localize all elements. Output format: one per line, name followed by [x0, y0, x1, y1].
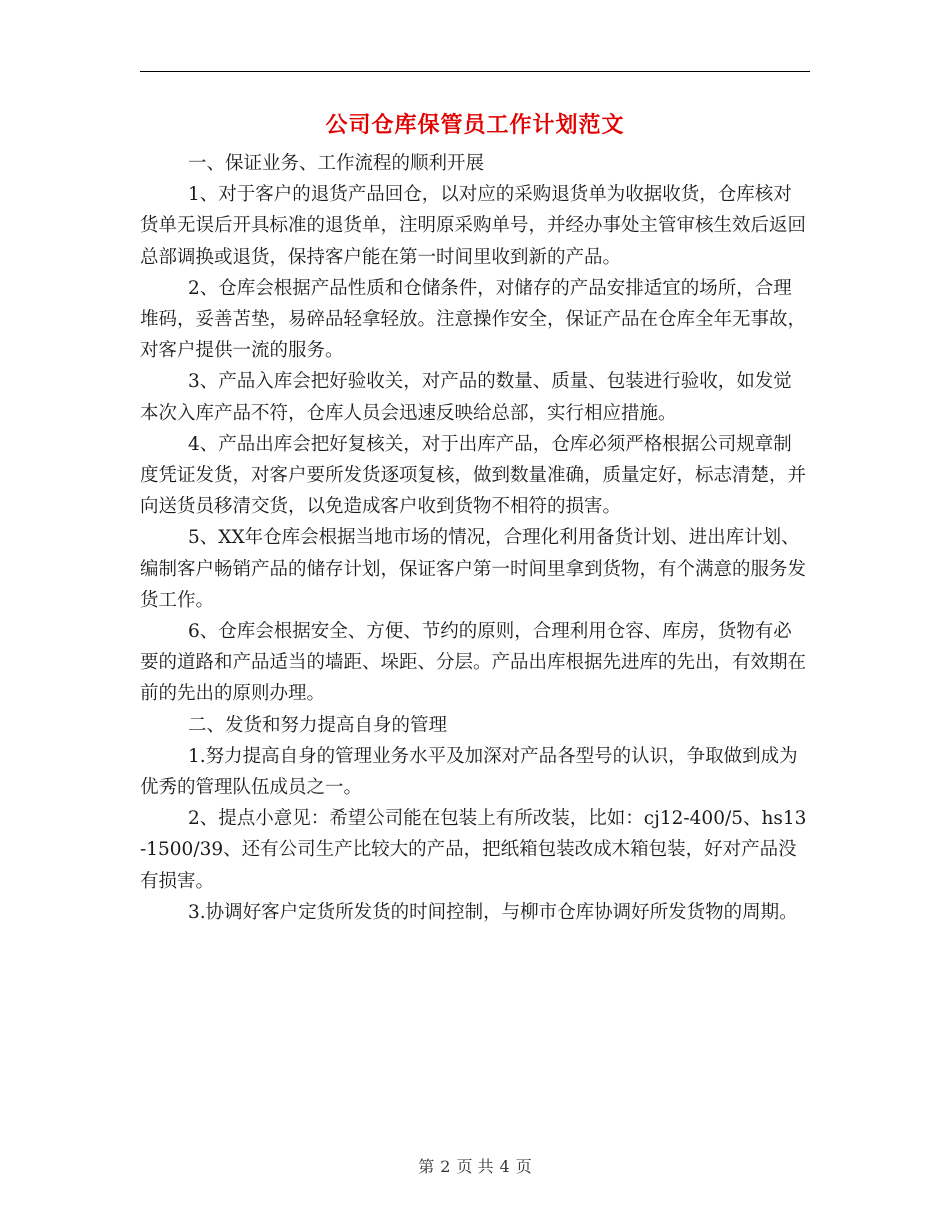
section-heading-1: 一、保证业务、工作流程的顺利开展 — [188, 153, 485, 174]
footer-page-number: 2 — [440, 1157, 451, 1176]
paragraph-2: 2、仓库会根据产品性质和仓储条件，对储存的产品安排适宜的场所，合理堆码，妥善苫垫，易碎品轻拿轻放。注意操作安全，保证产品在仓库全年无事故，对客户提供一流的服务。 — [140, 277, 807, 362]
paragraph-9: 3.协调好客户定货所发货的时间控制，与柳市仓库协调好所发货物的周期。 — [188, 901, 798, 923]
footer-prefix: 第 — [418, 1157, 435, 1176]
paragraph-8: 2、提点小意见：希望公司能在包装上有所改装，比如：cj12-400/5、hs13-1500/39、还有公司生产比较大的产品，把纸箱包装改成木箱包装，好对产品没有损害。 — [140, 808, 807, 892]
section-heading-2: 二、发货和努力提高自身的管理 — [188, 714, 448, 736]
footer-suffix: 页 — [515, 1157, 532, 1176]
footer-mid: 页 共 — [456, 1157, 494, 1176]
paragraph-6: 6、仓库会根据安全、方便、节约的原则，合理利用仓容、库房，货物有必要的道路和产品适当的墙距、垛距、分层。产品出库根据先进库的先出，有效期在前的先出的原则办理。 — [140, 621, 807, 705]
document-body — [140, 148, 810, 928]
page-footer — [0, 1154, 950, 1177]
header-rule — [140, 71, 810, 72]
document-title: 公司仓库保管员工作计划范文 — [325, 112, 625, 138]
paragraph-4: 4、产品出库会把好复核关，对于出库产品，仓库必须严格根据公司规章制度凭证发货，对客户要所发货逐项复核，做到数量准确，质量定好，标志清楚，并向送货员移清交货，以免造成客户收到货物不相符的损害。 — [140, 433, 807, 518]
paragraph-5: 5、XX年仓库会根据当地市场的情况，合理化利用备货计划、进出库计划、编制客户畅销产品的储存计划，保证客户第一时间里拿到货物，有个满意的服务发货工作。 — [140, 527, 807, 611]
footer-page-total: 4 — [499, 1157, 510, 1176]
paragraph-7: 1.努力提高自身的管理业务水平及加深对产品各型号的认识，争取做到成为优秀的管理队伍成员之一。 — [140, 745, 798, 799]
paragraph-1: 1、对于客户的退货产品回仓，以对应的采购退货单为收据收货，仓库核对货单无误后开具标准的退货单，注明原采购单号，并经办事处主管审核生效后返回总部调换或退货，保持客户能在第一时间里收到新的产品。 — [140, 184, 807, 268]
paragraph-3: 3、产品入库会把好验收关，对产品的数量、质量、包装进行验收，如发觉本次入库产品不符，仓库人员会迅速反映给总部，实行相应措施。 — [140, 371, 792, 424]
